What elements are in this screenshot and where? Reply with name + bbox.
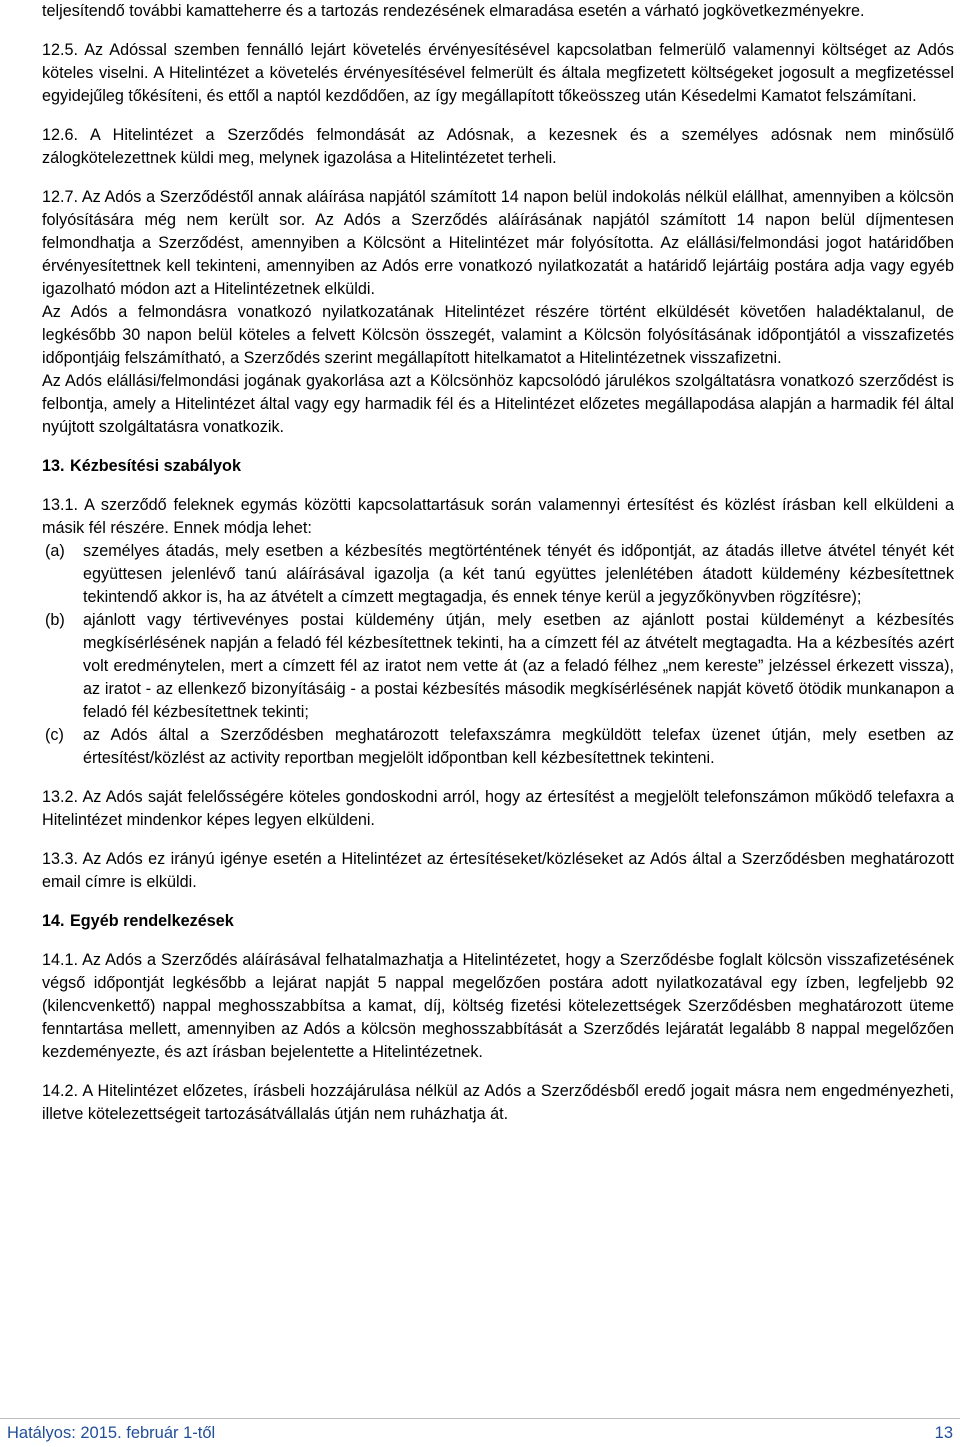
paragraph-13-1 (42, 494, 954, 540)
paragraph-12-4-tail: teljesítendő további kamatteherre és a tartozás rendezésének elmaradása esetén a várható jogkövetkezményekre. (42, 2, 865, 20)
heading-13 (42, 455, 954, 478)
paragraph-12-7-part2: Az Adós a felmondásra vonatkozó nyilatkozatának Hitelintézet részére történt elküldését követően haladéktalanul, de legkésőbb 30 napon belül köteles a felvett Kölcsön összegét, valamint a Kölcsön folyósításának időpontjától a visszafizetés időpontjáig felszámítható, a Szerződés szerint megállapított hitelkamatot a Hitelintézetnek visszafizetni. (42, 303, 954, 367)
paragraph-text: A Hitelintézet előzetes, írásbeli hozzájárulása nélkül az Adós a Szerződésből eredő jogait másra nem engedményezheti, illetve kötelezettségeit tartozásátvállalás útján nem ruházhatja át. (42, 1082, 954, 1123)
section-number: 13.1. (42, 496, 79, 514)
page-number: 13 (934, 1424, 953, 1442)
effective-date: Hatályos: 2015. február 1-től (7, 1424, 216, 1442)
paragraph-12-5 (42, 39, 954, 108)
heading-number: 14. (42, 912, 65, 930)
paragraph-text: Az Adós saját felelősségére köteles gondoskodni arról, hogy az értesítést a megjelölt telefonszámon működő telefaxra a Hitelintézet mindenkor képes legyen elküldeni. (42, 788, 954, 829)
section-number: 12.6. (42, 126, 79, 144)
list-label: (b) (45, 611, 65, 629)
section-number: 12.7. (42, 188, 79, 206)
list-text: az Adós által a Szerződésben meghatározott telefaxszámra megküldött telefax üzenet útján, mely esetben az értesítést/közlést az activity reportban megjelölt időpontban kell kézbesítettnek tekinteni. (83, 726, 954, 767)
heading-title: Kézbesítési szabályok (70, 457, 241, 475)
paragraph-13-3 (42, 848, 954, 894)
paragraph-12-7-part3: Az Adós elállási/felmondási jogának gyakorlása azt a Kölcsönhöz kapcsolódó járulékos szolgáltatásra vonatkozó szerződést is felbontja, amely a Hitelintézet által vagy egy harmadik fél és a Hitelintézet előzetes megállapodása alapján a harmadik fél által nyújtott szolgáltatásra vonatkozik. (42, 372, 954, 436)
document-body (42, 0, 954, 1126)
list-item-a (42, 540, 954, 609)
list-label: (a) (45, 542, 65, 560)
section-number: 12.5. (42, 41, 79, 59)
list-item-c (42, 724, 954, 770)
list-label: (c) (45, 726, 64, 744)
paragraph-13-2 (42, 786, 954, 832)
footer-rule (0, 1418, 960, 1419)
heading-title: Egyéb rendelkezések (70, 912, 234, 930)
heading-number: 13. (42, 457, 65, 475)
list-item-b (42, 609, 954, 724)
heading-14 (42, 910, 954, 933)
section-number: 14.1. (42, 951, 79, 969)
section-number: 13.3. (42, 850, 79, 868)
paragraph-text: Az Adós ez irányú igénye esetén a Hitelintézet az értesítéseket/közléseket az Adós által a Szerződésben meghatározott email címre is elküldi. (42, 850, 955, 891)
page-footer (0, 1418, 960, 1442)
section-number: 13.2. (42, 788, 79, 806)
paragraph-text: Az Adós a Szerződéstől annak aláírása napjától számított 14 napon belül indokolás nélkül elállhat, amennyiben a kölcsön folyósítására még nem került sor. Az Adós a Szerződés aláírásának napjától számított 14 napon belül díjmentesen felmondhatja a Szerződést, amennyiben a Kölcsönt a Hitelintézet már folyósította. Az elállási/felmondási jogot határidőben érvényesítettnek kell tekinteni, amennyiben az Adós erre vonatkozó nyilatkozatát a határidő lejártáig postára adja vagy egyéb igazolható módon azt a Hitelintézetnek elküldi. (42, 188, 955, 298)
paragraph-text: A Hitelintézet a Szerződés felmondását az Adósnak, a kezesnek és a személyes adósnak nem minősülő zálogkötelezettnek küldi meg, melynek igazolása a Hitelintézetet terheli. (42, 126, 954, 167)
section-number: 14.2. (42, 1082, 79, 1100)
paragraph-14-1 (42, 949, 954, 1064)
paragraph-text: Az Adóssal szemben fennálló lejárt követelés érvényesítésével kapcsolatban felmerülő valamennyi költséget az Adós köteles viselni. A Hitelintézet a követelés érvényesítésével felmerült és általa megfizetett költségeket jogosult a megfizetéssel egyidejűleg tőkésíteni, és ettől a naptól kezdődően, az így megállapított tőkeösszeg után Késedelmi Kamatot felszámítani. (42, 41, 954, 105)
paragraph-12-6 (42, 124, 954, 170)
paragraph-text: A szerződő feleknek egymás közötti kapcsolattartásuk során valamennyi értesítést és közlést írásban kell elküldeni a másik fél részére. Ennek módja lehet: (42, 496, 954, 537)
list-text: személyes átadás, mely esetben a kézbesítés megtörténtének tényét és időpontját, az átadás illetve átvétel tényét két együttesen jelenlévő tanú aláírásával igazolja (a két tanú együttes jelenlétében átadott küldemény kézbesítettnek tekintendő akkor is, ha az átvételt a címzett megtagadja, és ennek ténye kerül a jegyzőkönyvben rögzítésre); (83, 542, 954, 606)
paragraph-14-2 (42, 1080, 954, 1126)
paragraph-text: Az Adós a Szerződés aláírásával felhatalmazhatja a Hitelintézetet, hogy a Szerződésbe foglalt kölcsön visszafizetésének végső időpontját legkésőbb a lejárat napját 5 nappal megelőzően postára adott nyilatkozatával egy ízben, legfeljebb 92 (kilencvenkettő) nappal meghosszabbítsa a kamat, díj, költség fizetési kötelezettségek Szerződésben meghatározott üteme fenntartása mellett, amennyiben az Adós a kölcsön meghosszabbítását a Szerződés lejáratát legalább 8 nappal megelőzően kezdeményezte, és azt írásban bejelentette a Hitelintézetnek. (42, 951, 954, 1061)
paragraph-12-7 (42, 186, 954, 301)
list-text: ajánlott vagy tértivevényes postai küldemény útján, mely esetben az ajánlott postai küldeményt a kézbesítés megkísérlésének napján a feladó fél kézbesítettnek tekinti, ha a címzett fél az átvételt megtagadta. Ha a kézbesítés azért volt eredménytelen, mert a címzett fél az iratot nem vette át (az a feladó félhez „nem kereste” jelzéssel érkezett vissza), az iratot - az ellenkező bizonyításáig - a postai kézbesítés második megkísérlésének napját követő ötödik munkanapon a feladó fél kézbesítettnek tekinti; (83, 611, 954, 721)
